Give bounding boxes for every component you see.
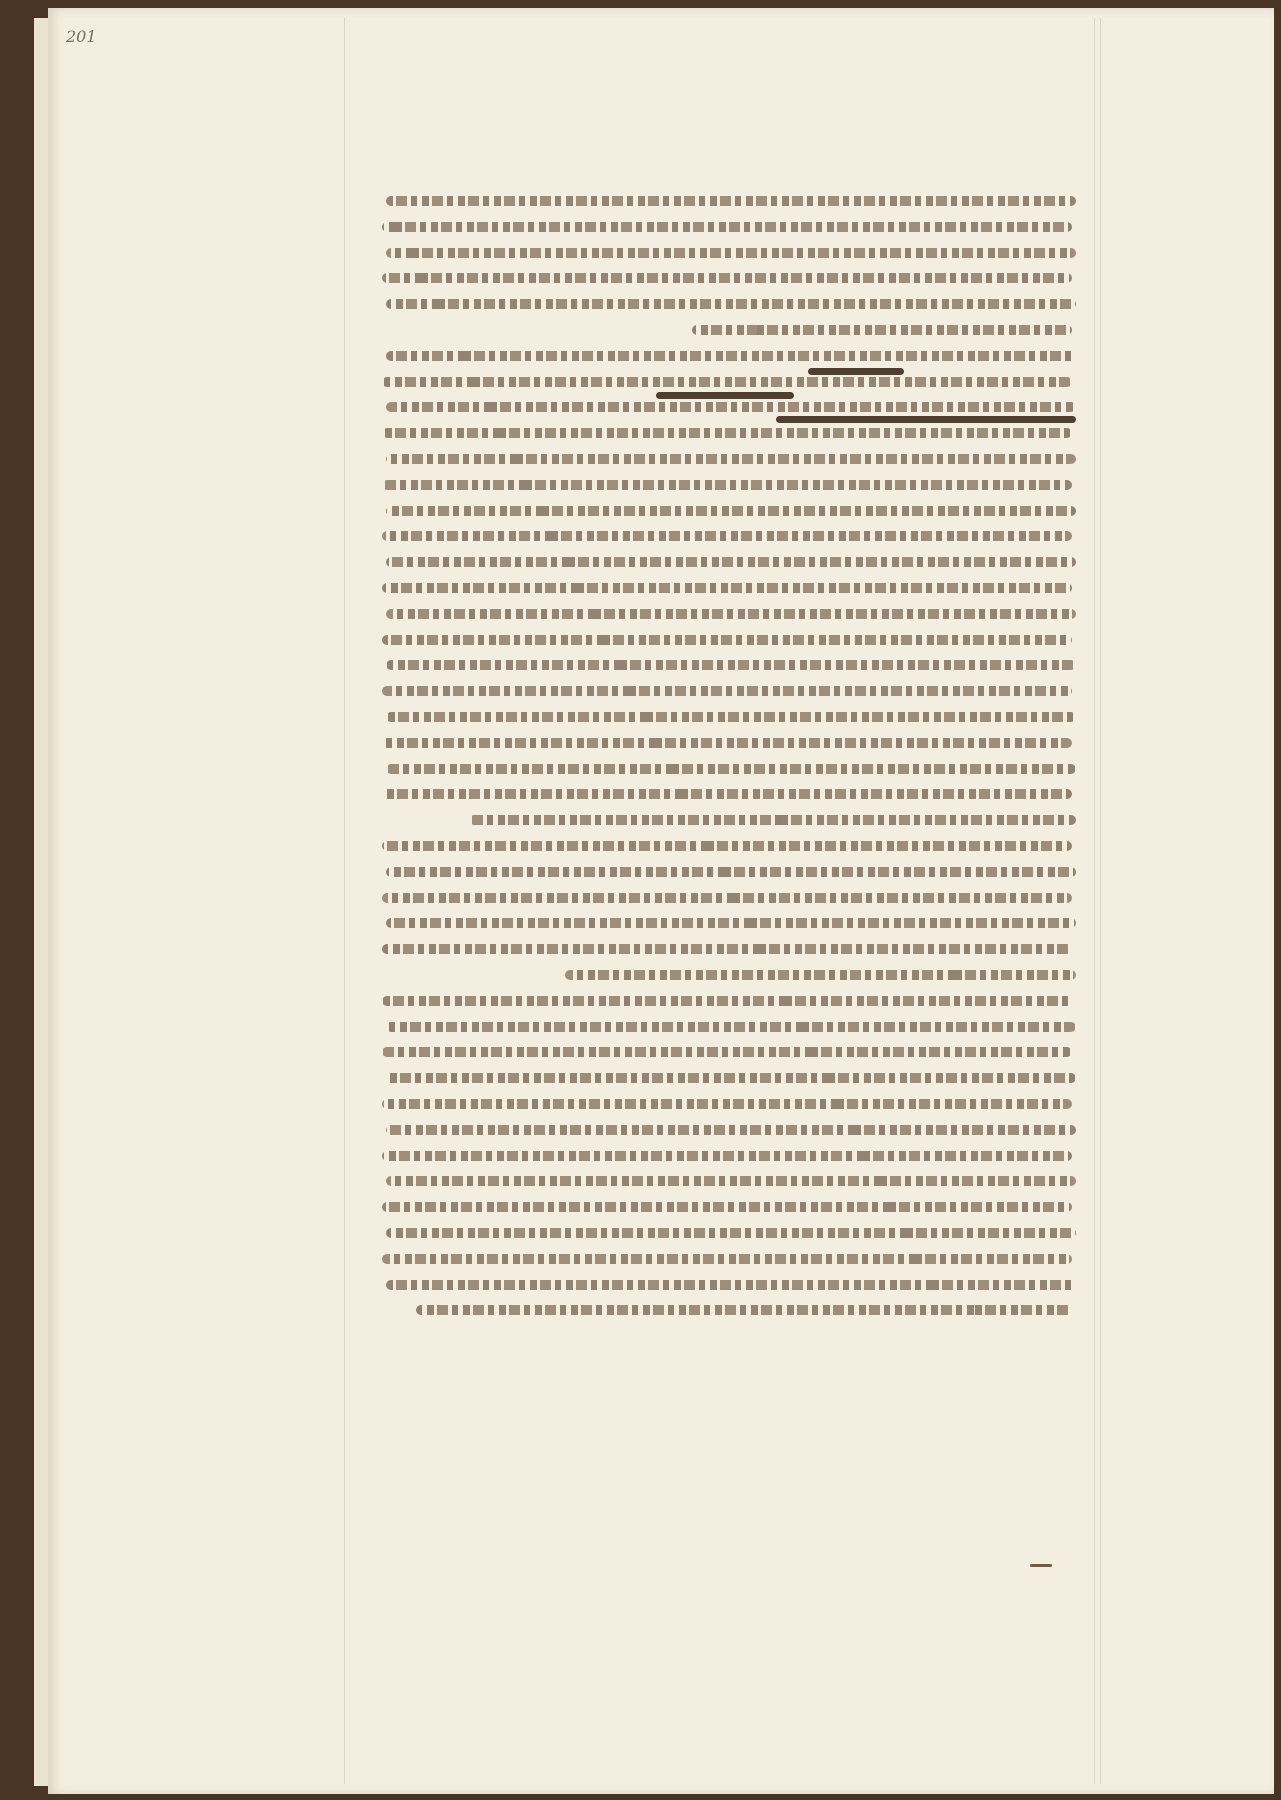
- manuscript-line: [382, 583, 1072, 593]
- manuscript-line: [386, 299, 1076, 309]
- hebrew-text-block: [372, 196, 1076, 1329]
- manuscript-line: [386, 1280, 1076, 1290]
- manuscript-line: [382, 531, 1072, 541]
- manuscript-line: [386, 609, 1076, 619]
- ruling-line: [1094, 18, 1095, 1784]
- manuscript-line: [382, 222, 1072, 232]
- manuscript-line: [386, 1176, 1076, 1186]
- struck-out-text: [808, 368, 904, 375]
- manuscript-line: [382, 996, 1072, 1006]
- manuscript-line: [386, 351, 1076, 361]
- manuscript-line: [382, 635, 1072, 645]
- manuscript-line: [386, 660, 1076, 670]
- struck-out-text: [656, 392, 794, 399]
- manuscript-line: [382, 944, 1072, 954]
- manuscript-line: [386, 506, 1076, 516]
- ruling-line: [1100, 18, 1101, 1784]
- manuscript-line: [565, 970, 1076, 980]
- manuscript-line: [386, 196, 1076, 206]
- manuscript-line: [382, 789, 1072, 799]
- manuscript-line: [386, 764, 1076, 774]
- manuscript-line: [382, 377, 1072, 387]
- manuscript-line: [386, 248, 1076, 258]
- manuscript-line: [692, 325, 1072, 335]
- manuscript-line: [382, 1047, 1072, 1057]
- manuscript-line: [382, 1254, 1072, 1264]
- folio-number: 201: [66, 27, 97, 46]
- manuscript-line: [386, 1022, 1076, 1032]
- manuscript-line: [382, 893, 1072, 903]
- manuscript-line: [386, 1228, 1076, 1238]
- manuscript-line: [386, 454, 1076, 464]
- manuscript-line: [382, 841, 1072, 851]
- manuscript-line: [386, 557, 1076, 567]
- manuscript-line: [386, 918, 1076, 928]
- manuscript-line: [386, 1073, 1076, 1083]
- manuscript-line: [386, 402, 1076, 412]
- manuscript-line: [382, 1202, 1072, 1212]
- manuscript-line: [382, 480, 1072, 490]
- manuscript-line: [382, 686, 1072, 696]
- manuscript-line: [382, 1099, 1072, 1109]
- manuscript-line: [382, 738, 1072, 748]
- manuscript-line: [416, 1305, 1072, 1315]
- manuscript-line: [382, 273, 1072, 283]
- manuscript-line: [469, 815, 1076, 825]
- manuscript-line: [386, 712, 1076, 722]
- ruling-line: [344, 18, 345, 1784]
- end-mark: [1030, 1564, 1052, 1567]
- struck-out-text: [776, 416, 1076, 423]
- manuscript-line: [382, 428, 1072, 438]
- manuscript-line: [382, 1151, 1072, 1161]
- manuscript-line: [386, 867, 1076, 877]
- manuscript-line: [386, 1125, 1076, 1135]
